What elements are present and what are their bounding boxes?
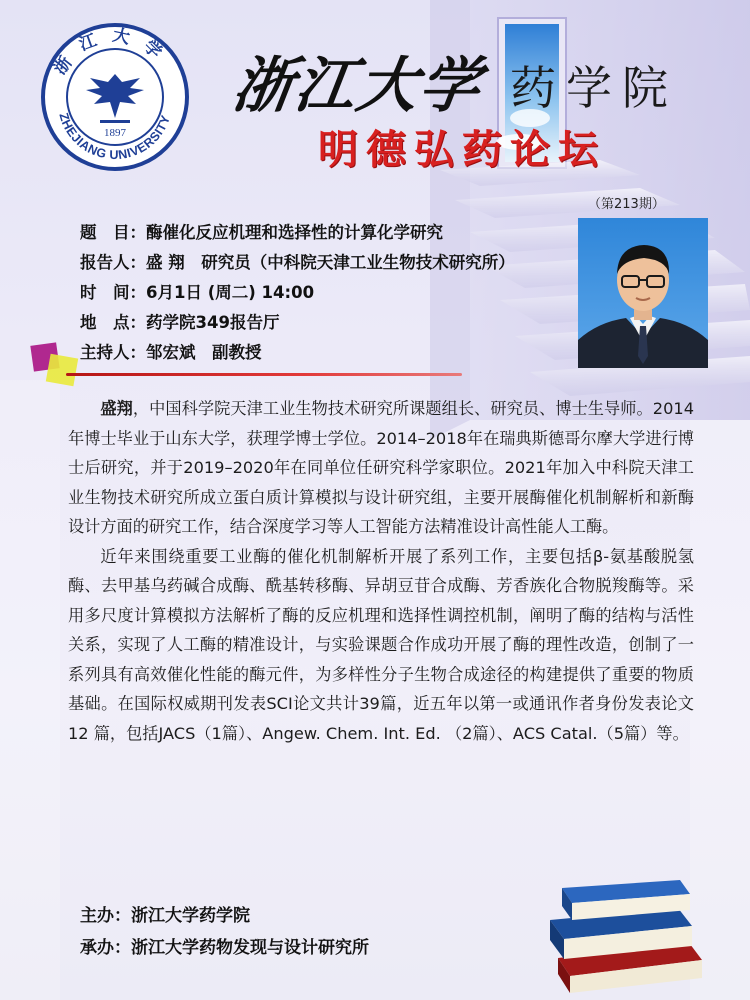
poster-header [0, 0, 750, 200]
university-calligraphy-title: 浙江大学 [228, 51, 487, 121]
info-time [80, 278, 580, 308]
zju-logo [40, 22, 190, 172]
speaker-photo [578, 218, 708, 368]
info-label: 报告人： [80, 253, 146, 272]
forum-title: 明德弘药论坛 [318, 127, 606, 173]
info-value: 邹宏斌 副教授 [146, 343, 262, 362]
college-title: 药学院 [510, 61, 678, 115]
footer-label: 主办： [80, 906, 131, 926]
info-value: 酶催化反应机理和选择性的计算化学研究 [146, 223, 443, 242]
logo-chinese-text: 浙江大学 [50, 25, 176, 79]
bio-paragraph-1: 盛翔，中国科学院天津工业生物技术研究所课题组长、研究员、博士生导师。2014年博士毕业于山东大学，获理学博士学位。2014–2018年在瑞典斯德哥尔摩大学进行博士后研究，并于2019–2020年在同单位任研究科学家职位。2021年加入中科院天津工业生物技术研究所成立蛋白质计算模拟与设计研究组，主要开展酶催化机制解析和新酶设计方面的研究工作，结合深度学习等人工智能方法精准设计高性能人工酶。 [68, 399, 694, 536]
info-value: 药学院349报告厅 [146, 313, 280, 332]
talk-info [80, 218, 580, 368]
bio-paragraph-2: 近年来围绕重要工业酶的催化机制解析开展了系列工作，主要包括β-氨基酸脱氢酶、去甲基乌药碱合成酶、酰基转移酶、异胡豆苷合成酶、芳香族化合物脱羧酶等。采用多尺度计算模拟方法解析了酶的反应机理和选择性调控机制，阐明了酶的结构与活性关系，实现了人工酶的精准设计，与实验课题合作成功开展了酶的理性改造，创制了一系列具有高效催化性能的酶元件，为多样性分子生物合成途径的构建提供了重要的物质基础。在国际权威期刊发表SCI论文共计39篇，近五年以第一或通讯作者身份发表论文 12 篇，包括JACS（1篇）、Angew. Chem. Int. Ed. （2篇）、ACS Catal.（5篇）等。 [68, 546, 694, 743]
organizer-undertaker [80, 932, 369, 964]
bio-name: 盛翔 [100, 399, 133, 418]
organizer-host [80, 900, 369, 932]
info-label: 主持人： [80, 343, 146, 362]
footer-value: 浙江大学药物发现与设计研究所 [131, 938, 369, 958]
divider-line [66, 373, 462, 376]
organizers [80, 900, 369, 964]
footer-label: 承办： [80, 938, 131, 958]
info-host [80, 338, 580, 368]
footer-value: 浙江大学药学院 [131, 906, 250, 926]
info-value: 6月1日 (周二) 14:00 [146, 283, 315, 302]
decorative-squares-icon [28, 338, 88, 392]
info-topic [80, 218, 580, 248]
logo-english-text: ZHEJIANG UNIVERSITY [56, 111, 174, 163]
logo-year: 1897 [104, 127, 126, 139]
info-label: 时 间： [80, 283, 146, 302]
issue-number: （第213期） [588, 197, 665, 212]
info-speaker [80, 248, 580, 278]
speaker-bio [68, 394, 694, 748]
books-icon [540, 878, 710, 993]
info-value: 盛 翔 研究员（中科院天津工业生物技术研究所） [146, 253, 515, 272]
info-location [80, 308, 580, 338]
info-label: 题 目： [80, 223, 146, 242]
info-label: 地 点： [80, 313, 146, 332]
